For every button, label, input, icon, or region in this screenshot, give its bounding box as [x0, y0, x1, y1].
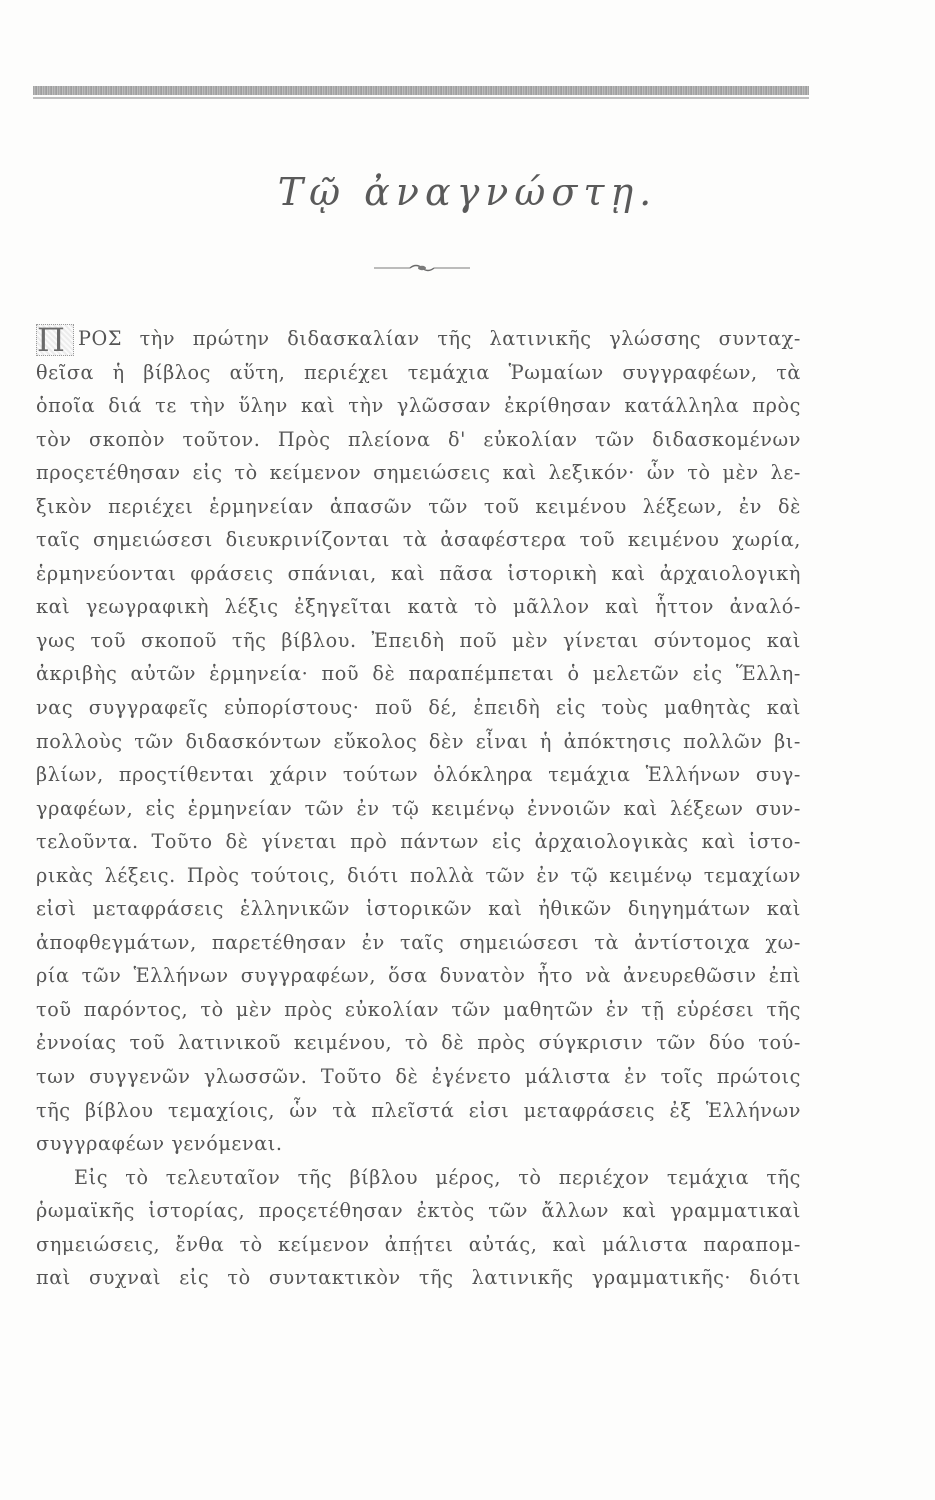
drop-cap: Π: [36, 324, 74, 356]
text-line: προςετέθησαν εἰς τὸ κείμενον σημειώσεις καὶ λεξικόν· ὧν τὸ μὲν λε-: [36, 461, 801, 485]
text-line: ἀκριβὴς αὐτῶν ἑρμηνεία· ποῦ δὲ παραπέμπεται ὁ μελετῶν εἰς Ἕλλη-: [36, 662, 801, 686]
text-line: βλίων, προςτίθενται χάριν τούτων ὁλόκληρα τεμάχια Ἑλλήνων συγ-: [36, 763, 801, 787]
text-line: τελοῦντα. Τοῦτο δὲ γίνεται πρὸ πάντων εἰς ἀρχαιολογικὰς καὶ ἱστο-: [36, 830, 801, 854]
text-line: νας συγγραφεῖς εὐπορίστους· ποῦ δέ, ἐπειδὴ εἰς τοὺς μαθητὰς καὶ: [36, 696, 801, 720]
text-line: παὶ συχναὶ εἰς τὸ συντακτικὸν τῆς λατινικῆς γραμματικῆς· διότι: [36, 1266, 801, 1290]
header-rule: [33, 86, 809, 95]
text-line: ρικὰς λέξεις. Πρὸς τούτοις, διότι πολλὰ τῶν ἐν τῷ κειμένῳ τεμαχίων: [36, 863, 801, 887]
text-line: πολλοὺς τῶν διδασκόντων εὔκολος δὲν εἶναι ἡ ἀπόκτησις πολλῶν βι-: [36, 729, 801, 753]
text-line: τῆς βίβλου τεμαχίοις, ὧν τὰ πλεῖστά εἰσι μεταφράσεις ἐξ Ἑλλήνων: [36, 1098, 801, 1122]
text-line: ρία τῶν Ἑλλήνων συγγραφέων, ὅσα δυνατὸν ἦτο νὰ ἀνευρεθῶσιν ἐπὶ: [36, 964, 801, 988]
ornament-divider: [372, 262, 472, 274]
text-line: γραφέων, εἰς ἑρμηνείαν τῶν ἐν τῷ κειμένῳ ἐννοιῶν καὶ λέξεων συν-: [36, 796, 801, 820]
text-line: τὸν σκοπὸν τοῦτον. Πρὸς πλείονα δ' εὐκολίαν τῶν διδασκομένων: [36, 427, 801, 451]
text-line: εἰσὶ μεταφράσεις ἑλληνικῶν ἱστορικῶν καὶ ἠθικῶν διηγημάτων καὶ: [36, 897, 801, 921]
text-line: τοῦ παρόντος, τὸ μὲν πρὸς εὐκολίαν τῶν μαθητῶν ἐν τῇ εὑρέσει τῆς: [36, 997, 801, 1021]
body-text: [36, 322, 801, 1295]
text-line-1: Π ΡΟΣ τὴν πρώτην διδασκαλίαν τῆς λατινικῆς γλώσσης συνταχ-: [37, 321, 801, 359]
text-line: ὁποῖα διά τε τὴν ὕλην καὶ τὴν γλῶσσαν ἐκρίθησαν κατάλληλα πρὸς: [36, 394, 801, 418]
text-line-paragraph-end: συγγραφέων γενόμεναι.: [36, 1132, 283, 1156]
text-line: γως τοῦ σκοποῦ τῆς βίβλου. Ἐπειδὴ ποῦ μὲν γίνεται σύντομος καὶ: [36, 628, 801, 652]
text-line: καὶ γεωγραφικὴ λέξις ἐξηγεῖται κατὰ τὸ μᾶλλον καὶ ἧττον ἀναλό-: [36, 595, 801, 619]
page-title: Τῷ ἀναγνώστῃ.: [277, 170, 658, 214]
text-line: θεῖσα ἡ βίβλος αὕτη, περιέχει τεμάχια Ῥωμαίων συγγραφέων, τὰ: [36, 360, 801, 384]
text-line: ξικὸν περιέχει ἑρμηνείαν ἁπασῶν τῶν τοῦ κειμένου λέξεων, ἐν δὲ: [36, 494, 801, 518]
text-line: ἐννοίας τοῦ λατινικοῦ κειμένου, τὸ δὲ πρὸς σύγκρισιν τῶν δύο τού-: [36, 1031, 801, 1055]
header-rule-thin: [33, 97, 809, 99]
text-line: ἑρμηνεύονται φράσεις σπάνιαι, καὶ πᾶσα ἱστορικὴ καὶ ἀρχαιολογικὴ: [36, 561, 801, 585]
text-line: σημειώσεις, ἔνθα τὸ κείμενον ἀπῄτει αὐτάς, καὶ μάλιστα παραπομ-: [36, 1232, 801, 1256]
text-line: ῥωμαϊκῆς ἱστορίας, προςετέθησαν ἐκτὸς τῶν ἄλλων καὶ γραμματικαὶ: [36, 1199, 801, 1223]
text-line: των συγγενῶν γλωσσῶν. Τοῦτο δὲ ἐγένετο μάλιστα ἐν τοῖς πρώτοις: [36, 1065, 801, 1089]
text-line: ἀποφθεγμάτων, παρετέθησαν ἐν ταῖς σημειώσεσι τὰ ἀντίστοιχα χω-: [36, 930, 801, 954]
text-line: ταῖς σημειώσεσι διευκρινίζονται τὰ ἀσαφέστερα τοῦ κειμένου χωρία,: [36, 528, 801, 552]
text-line-paragraph-start: Εἰς τὸ τελευταῖον τῆς βίβλου μέρος, τὸ περιέχον τεμάχια τῆς: [74, 1165, 801, 1189]
